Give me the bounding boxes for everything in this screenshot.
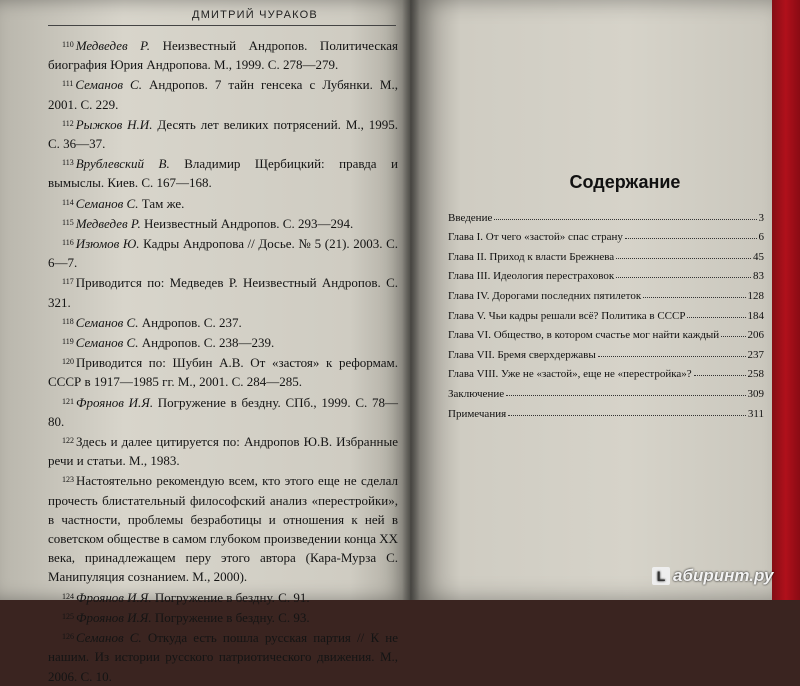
endnote-number: 125 — [62, 611, 74, 621]
endnote-number: 119 — [62, 337, 74, 347]
table-of-contents — [448, 204, 764, 420]
endnote-number: 124 — [62, 591, 74, 601]
toc-leader-dots — [506, 395, 745, 396]
toc-entry-title: Глава V. Чьи кадры решали всё? Политика в СССР — [448, 309, 686, 322]
toc-entry-title: Введение — [448, 211, 493, 224]
endnote — [48, 193, 398, 213]
endnote-number: 126 — [62, 632, 74, 642]
toc-page-number: 45 — [753, 250, 764, 263]
toc-page-number: 6 — [758, 231, 764, 244]
toc-entry-title: Глава VI. Общество, в котором счастье мог найти каждый — [448, 329, 720, 342]
toc-title: Содержание — [569, 172, 681, 192]
endnote-text: Неизвестный Андропов. Политическая биография Юрия Андропова. М., 1999. С. 278—279. — [48, 38, 398, 73]
endnote-number: 114 — [62, 197, 74, 207]
labirint-watermark — [652, 566, 794, 588]
endnote-text: Приводится по: Медведев Р. Неизвестный Андропов. С. 321. — [48, 275, 398, 310]
running-head: ДМИТРИЙ ЧУРАКОВ — [192, 9, 318, 21]
endnote-text: Настоятельно рекомендую всем, кто этого еще не сделал прочесть блистательный философский анализ «перестройки», в частности, проблемы безработицы и отношения к ней в советском обществе в самом глубоком произведении конца XX века, принадлежащем перу этого автора (Кара-Мурза С. Манипуляция сознанием. М., 2000). — [48, 473, 398, 585]
toc-leader-dots — [494, 219, 756, 220]
endnote-text: Там же. — [141, 195, 185, 211]
endnote-text: Андропов. С. 237. — [141, 314, 242, 330]
toc-entry-title: Глава III. Идеология перестраховок — [448, 270, 615, 283]
toc-page-number: 3 — [758, 211, 764, 224]
endnote-author: Семанов С. — [75, 195, 139, 211]
endnote — [48, 607, 398, 627]
endnote — [48, 272, 398, 311]
endnote-text: Приводится по: Шубин А.В. От «застоя» к реформам. СССР в 1917—1985 гг. М., 2001. С. 284—285. — [48, 355, 398, 390]
endnote — [48, 352, 398, 391]
endnote-text: Неизвестный Андропов. С. 293—294. — [144, 215, 354, 231]
toc-entry-title: Глава IV. Дорогами последних пятилеток — [448, 289, 642, 302]
endnote-text: Здесь и далее цитируется по: Андропов Ю.В. Избранные речи и статьи. М., 1983. — [48, 434, 398, 469]
toc-leader-dots — [721, 336, 745, 337]
toc-leader-dots — [625, 238, 757, 239]
toc-row — [448, 380, 764, 400]
endnote-text: Откуда есть пошла русская партия // К не нашим. Из истории русского патриотического движения. М., 2006. С. 10. — [48, 630, 399, 684]
book-gutter — [402, 0, 420, 600]
toc-row — [448, 243, 764, 263]
watermark-text: абиринт.ру — [673, 566, 774, 585]
endnote — [48, 114, 398, 153]
endnote-text: Погружение в бездну. СПб., 1999. С. 78—80. — [48, 394, 399, 429]
toc-row — [448, 361, 764, 381]
endnote-number: 120 — [62, 357, 74, 367]
endnote-author: Изюмов Ю. — [75, 236, 140, 252]
endnote-author: Семанов С. — [76, 630, 142, 646]
toc-page-number: 206 — [747, 329, 764, 342]
toc-page-number: 309 — [747, 387, 764, 400]
endnote-author: Фроянов И.Я. — [76, 394, 154, 410]
toc-page-number: 237 — [747, 348, 764, 361]
toc-page-number: 128 — [747, 289, 764, 302]
toc-entry-title: Глава VIII. Уже не «застой», еще не «перестройка»? — [448, 368, 692, 381]
endnote-author: Медведев Р. — [75, 38, 151, 53]
toc-row — [448, 224, 764, 244]
header-rule — [48, 25, 396, 26]
endnote — [48, 35, 398, 74]
toc-row — [448, 282, 764, 302]
endnote-text: Владимир Щербицкий: правда и вымыслы. Киев. С. 167—168. — [48, 156, 399, 191]
toc-entry-title: Глава II. Приход к власти Брежнева — [448, 250, 615, 263]
endnote-number: 121 — [62, 396, 74, 406]
endnote-text: Погружение в бездну. С. 91. — [154, 589, 310, 605]
endnote-author: Семанов С. — [75, 314, 139, 330]
endnote — [48, 233, 398, 272]
toc-entry-title: Глава VII. Бремя сверхдержавы — [448, 348, 596, 361]
toc-page-number: 311 — [747, 407, 764, 420]
endnotes-list — [48, 35, 398, 686]
toc-entry-title: Примечания — [448, 407, 507, 420]
toc-leader-dots — [694, 375, 746, 376]
endnote — [48, 431, 398, 470]
endnote-author: Фроянов И.Я. — [76, 609, 152, 625]
endnote-number: 117 — [62, 277, 74, 287]
endnote — [48, 587, 398, 607]
toc-page-number: 258 — [747, 368, 764, 381]
toc-row — [448, 263, 764, 283]
endnote — [48, 392, 398, 431]
toc-leader-dots — [598, 356, 746, 357]
endnote-author: Семанов С. — [75, 77, 142, 93]
endnote — [48, 312, 398, 332]
endnote-text: Погружение в бездну. С. 93. — [154, 609, 310, 625]
endnote-number: 123 — [62, 475, 74, 485]
endnote-number: 122 — [62, 436, 74, 446]
endnote-number: 115 — [62, 217, 74, 227]
endnote-number: 112 — [62, 118, 74, 128]
toc-page-number: 83 — [753, 270, 764, 283]
endnote — [48, 153, 398, 192]
endnote-number: 116 — [62, 238, 74, 248]
endnote-number: 118 — [62, 316, 74, 326]
toc-row — [448, 302, 764, 322]
endnote-author: Семанов С. — [75, 335, 139, 351]
endnote-author: Медведев Р. — [75, 215, 141, 231]
labirint-logo-icon: L — [652, 567, 670, 585]
endnote-number: 111 — [62, 79, 74, 89]
endnote-text: Андропов. С. 238—239. — [141, 335, 275, 351]
toc-leader-dots — [616, 277, 751, 278]
endnote — [48, 470, 398, 586]
toc-row — [448, 322, 764, 342]
endnote — [48, 627, 398, 686]
toc-row — [448, 204, 764, 224]
toc-row — [448, 341, 764, 361]
endnote — [48, 74, 398, 113]
toc-entry-title: Заключение — [448, 387, 505, 400]
toc-leader-dots — [508, 415, 746, 416]
endnote — [48, 332, 398, 352]
endnote-author: Врублевский В. — [75, 156, 170, 172]
toc-leader-dots — [643, 297, 745, 298]
toc-entry-title: Глава I. От чего «застой» спас страну — [448, 231, 623, 244]
toc-page-number: 184 — [747, 309, 764, 322]
endnote-number: 110 — [62, 40, 74, 49]
toc-leader-dots — [616, 258, 751, 259]
endnote-text: Андропов. 7 тайн генсека с Лубянки. М., 2001. С. 229. — [48, 77, 398, 112]
endnote-text: Кадры Андропова // Досье. № 5 (21). 2003. С. 6—7. — [48, 236, 399, 271]
endnote-text: Десять лет великих потрясений. М., 1995. С. 36—37. — [48, 116, 399, 152]
endnote-author: Фроянов И.Я. — [76, 589, 152, 605]
toc-row — [448, 400, 764, 420]
endnote — [48, 213, 398, 233]
endnote-number: 113 — [62, 158, 74, 168]
toc-leader-dots — [687, 317, 745, 318]
endnote-author: Рыжков Н.И. — [75, 116, 153, 132]
